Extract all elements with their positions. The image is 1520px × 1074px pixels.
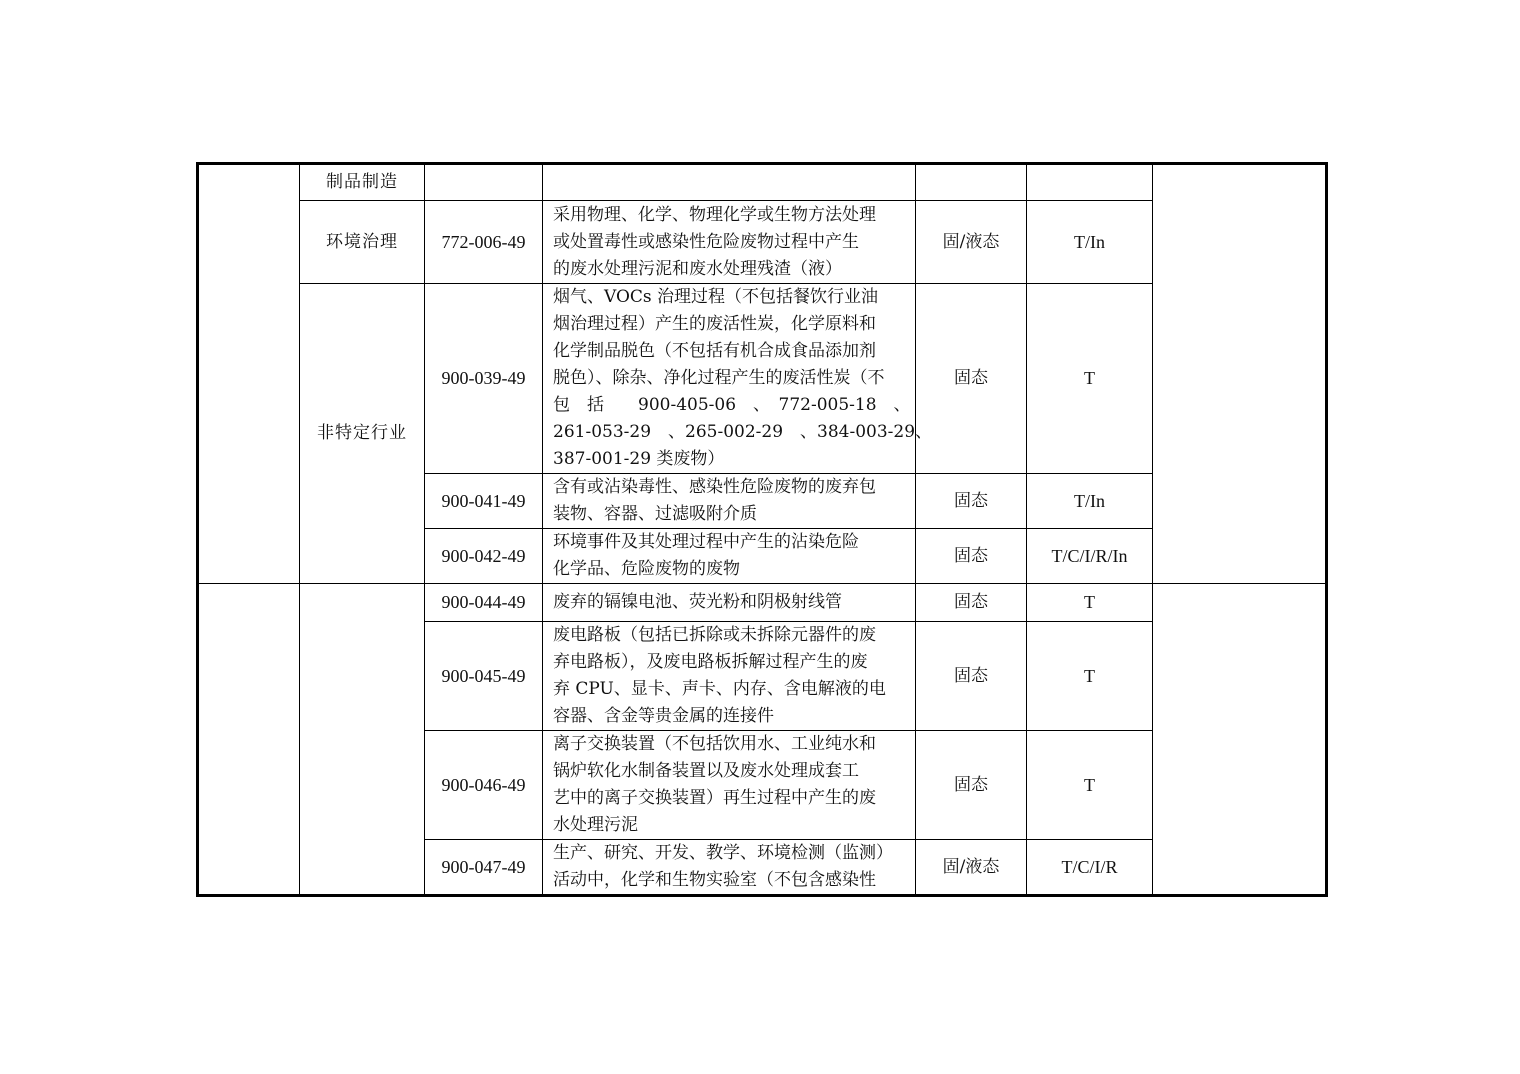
description-line: 容器、含金等贵金属的连接件 <box>553 706 774 726</box>
description-line: 化学品、危险废物的废物 <box>553 559 740 579</box>
industry-cell: 环境治理 <box>300 201 425 284</box>
description-line: 包 括 900-405-06 、 772-005-18 、 <box>553 395 911 415</box>
remark-cell <box>1153 164 1327 584</box>
description-line: 生产、研究、开发、教学、环境检测（监测） <box>553 843 893 863</box>
form-cell: 固态 <box>916 474 1027 529</box>
waste-catalog-table <box>196 162 1328 897</box>
form-cell: 固态 <box>916 529 1027 584</box>
description-cell <box>543 622 916 731</box>
hazard-characteristic-cell: T <box>1027 284 1153 474</box>
hazard-characteristic-cell: T/In <box>1027 474 1153 529</box>
industry-cell <box>300 584 425 896</box>
description-line: 387-001-29 类废物） <box>553 449 725 469</box>
description-line: 活动中，化学和生物实验室（不包含感染性 <box>553 870 876 890</box>
description-line: 脱色）、除杂、净化过程产生的废活性炭（不 <box>553 368 885 388</box>
industry-cell: 非特定行业 <box>300 284 425 584</box>
form-cell: 固态 <box>916 584 1027 622</box>
waste-code-cell: 900-039-49 <box>425 284 543 474</box>
description-line: 化学制品脱色（不包括有机合成食品添加剂 <box>553 341 876 361</box>
table-row <box>198 584 1327 622</box>
category-cell <box>198 164 300 584</box>
waste-code-cell: 900-046-49 <box>425 731 543 840</box>
description-line: 弃电路板），及废电路板拆解过程产生的废 <box>553 652 868 672</box>
description-line: 锅炉软化水制备装置以及废水处理成套工 <box>553 761 859 781</box>
hazard-characteristic-cell: T/C/I/R/In <box>1027 529 1153 584</box>
description-cell <box>543 529 916 584</box>
category-cell <box>198 584 300 896</box>
waste-code-cell: 900-042-49 <box>425 529 543 584</box>
description-line: 261-053-29 、265-002-29 、384-003-29、 <box>553 422 933 442</box>
form-cell: 固态 <box>916 622 1027 731</box>
waste-code-cell: 900-041-49 <box>425 474 543 529</box>
description-cell <box>543 840 916 896</box>
description-line: 离子交换装置（不包括饮用水、工业纯水和 <box>553 734 876 754</box>
description-line: 采用物理、化学、物理化学或生物方法处理 <box>553 204 876 225</box>
form-cell: 固/液态 <box>916 201 1027 284</box>
description-line: 艺中的离子交换装置）再生过程中产生的废 <box>553 788 876 808</box>
description-cell <box>543 731 916 840</box>
waste-code-cell <box>425 164 543 201</box>
hazard-characteristic-cell: T/C/I/R <box>1027 840 1153 896</box>
description-line: 水处理污泥 <box>553 815 638 835</box>
form-cell: 固/液态 <box>916 840 1027 896</box>
form-cell: 固态 <box>916 284 1027 474</box>
waste-code-cell: 772-006-49 <box>425 201 543 284</box>
description-cell <box>543 584 916 622</box>
table-row <box>198 164 1327 201</box>
description-line: 的废水处理污泥和废水处理残渣（液） <box>553 258 842 279</box>
hazard-characteristic-cell <box>1027 164 1153 201</box>
waste-code-cell: 900-044-49 <box>425 584 543 622</box>
hazard-characteristic-cell: T/In <box>1027 201 1153 284</box>
hazard-characteristic-cell: T <box>1027 584 1153 622</box>
waste-code-cell: 900-047-49 <box>425 840 543 896</box>
industry-cell: 制品制造 <box>300 164 425 201</box>
description-cell <box>543 474 916 529</box>
description-line: 烟治理过程）产生的废活性炭，化学原料和 <box>553 314 876 334</box>
description-line: 弃 CPU、显卡、声卡、内存、含电解液的电 <box>553 679 886 699</box>
description-cell <box>543 164 916 201</box>
description-line: 烟气、VOCs 治理过程（不包括餐饮行业油 <box>553 287 879 307</box>
description-line: 含有或沾染毒性、感染性危险废物的废弃包 <box>553 477 876 497</box>
waste-code-cell: 900-045-49 <box>425 622 543 731</box>
description-line: 废电路板（包括已拆除或未拆除元器件的废 <box>553 625 876 645</box>
hazard-characteristic-cell: T <box>1027 622 1153 731</box>
description-line: 装物、容器、过滤吸附介质 <box>553 504 757 524</box>
description-cell <box>543 284 933 474</box>
description-line: 或处置毒性或感染性危险废物过程中产生 <box>553 231 859 252</box>
form-cell <box>916 164 1027 201</box>
description-line: 废弃的镉镍电池、荧光粉和阴极射线管 <box>553 592 842 612</box>
form-cell: 固态 <box>916 731 1027 840</box>
remark-cell <box>1153 584 1327 896</box>
hazard-characteristic-cell: T <box>1027 731 1153 840</box>
description-cell <box>543 201 916 284</box>
description-line: 环境事件及其处理过程中产生的沾染危险 <box>553 532 859 552</box>
